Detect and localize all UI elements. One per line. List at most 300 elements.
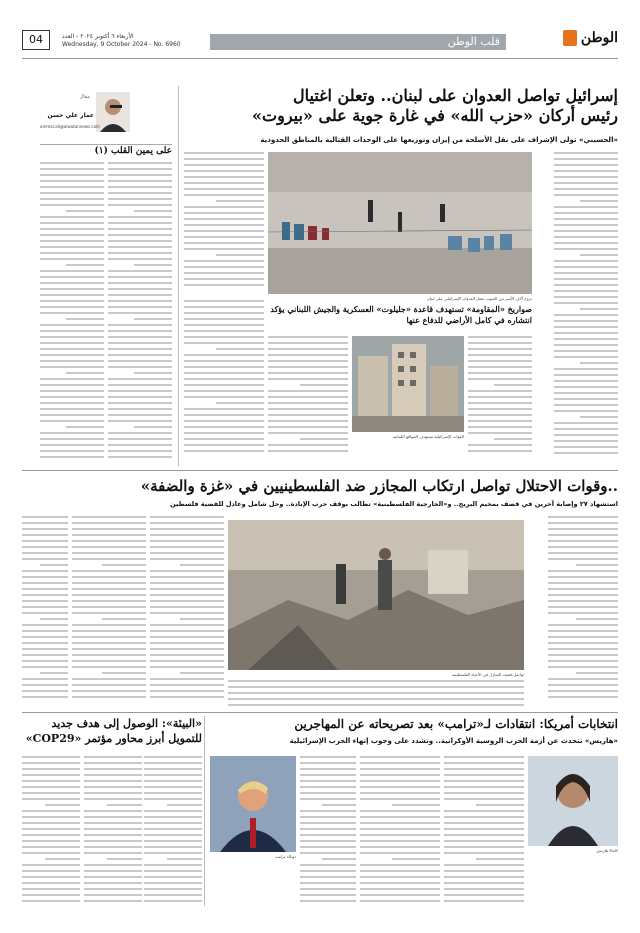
text-line	[84, 894, 142, 896]
text-line	[268, 336, 348, 338]
text-line	[144, 840, 202, 842]
story4-body-col3	[22, 756, 80, 906]
text-line	[22, 606, 68, 608]
text-line	[84, 828, 142, 830]
text-line	[40, 288, 104, 290]
text-line	[108, 234, 172, 236]
text-line	[494, 438, 532, 440]
text-line	[184, 306, 264, 308]
text-line	[134, 318, 172, 320]
text-line	[468, 390, 532, 392]
text-line	[40, 186, 104, 188]
text-line	[392, 804, 440, 806]
text-line	[360, 810, 440, 812]
text-line	[444, 882, 524, 884]
text-line	[150, 534, 224, 536]
text-line	[108, 258, 172, 260]
text-line	[84, 822, 142, 824]
text-line	[40, 366, 104, 368]
text-line	[108, 420, 172, 422]
text-line	[72, 660, 146, 662]
text-line	[184, 212, 264, 214]
text-line	[360, 822, 440, 824]
text-line	[72, 606, 146, 608]
text-line	[108, 300, 172, 302]
text-line	[72, 624, 146, 626]
text-line	[360, 894, 440, 896]
text-line	[468, 432, 532, 434]
text-line	[268, 348, 348, 350]
text-line	[360, 846, 440, 848]
text-line	[444, 816, 524, 818]
text-line	[548, 552, 618, 554]
text-line	[444, 780, 524, 782]
text-line	[108, 414, 172, 416]
dateline	[62, 33, 181, 49]
text-line	[216, 254, 264, 256]
logo-icon	[563, 30, 577, 46]
text-line	[72, 558, 146, 560]
text-line	[144, 798, 202, 800]
text-line	[22, 768, 80, 770]
text-line	[554, 278, 618, 280]
text-line	[40, 420, 104, 422]
text-line	[554, 284, 618, 286]
text-line	[22, 648, 68, 650]
text-line	[72, 576, 146, 578]
text-line	[548, 516, 618, 518]
text-line	[576, 672, 618, 674]
text-line	[548, 690, 618, 692]
text-line	[150, 540, 224, 542]
text-line	[184, 218, 264, 220]
text-line	[22, 882, 80, 884]
text-line	[444, 798, 524, 800]
text-line	[548, 612, 618, 614]
text-line	[228, 686, 524, 688]
text-line	[468, 402, 532, 404]
text-line	[184, 300, 264, 302]
text-line	[184, 312, 264, 314]
page-number: 04	[22, 30, 50, 50]
text-line	[468, 420, 532, 422]
text-line	[300, 864, 356, 866]
text-line	[22, 696, 68, 698]
text-line	[184, 432, 264, 434]
text-line	[468, 378, 532, 380]
text-line	[40, 432, 104, 434]
text-line	[444, 822, 524, 824]
text-line	[40, 222, 104, 224]
text-line	[108, 270, 172, 272]
text-line	[554, 290, 618, 292]
text-line	[108, 402, 172, 404]
text-line	[548, 570, 618, 572]
text-line	[548, 660, 618, 662]
text-line	[150, 624, 224, 626]
text-line	[108, 282, 172, 284]
text-line	[22, 654, 68, 656]
story4-body-col2	[84, 756, 142, 906]
text-line	[360, 870, 440, 872]
text-line	[150, 552, 224, 554]
dateline-english: Wednesday, 9 October 2024 - No. 6960	[62, 41, 181, 48]
text-line	[228, 704, 524, 706]
text-line	[268, 408, 348, 410]
text-line	[66, 372, 104, 374]
text-line	[184, 266, 264, 268]
text-line	[444, 762, 524, 764]
text-line	[108, 306, 172, 308]
text-line	[554, 446, 618, 448]
text-line	[108, 348, 172, 350]
story2-body-col2	[150, 516, 224, 706]
text-line	[580, 362, 618, 364]
text-line	[322, 804, 356, 806]
text-line	[40, 300, 104, 302]
text-line	[40, 294, 104, 296]
text-line	[184, 158, 264, 160]
header-divider	[22, 58, 618, 59]
text-line	[40, 192, 104, 194]
text-line	[554, 224, 618, 226]
text-line	[22, 846, 80, 848]
masthead-logo	[563, 30, 618, 46]
text-line	[22, 528, 68, 530]
text-line	[554, 422, 618, 424]
text-line	[548, 558, 618, 560]
text-line	[300, 900, 356, 902]
story3-body-col2	[360, 756, 440, 906]
text-line	[40, 234, 104, 236]
text-line	[548, 648, 618, 650]
text-line	[444, 894, 524, 896]
text-line	[184, 354, 264, 356]
text-line	[102, 618, 146, 620]
text-line	[40, 270, 104, 272]
text-line	[300, 792, 356, 794]
text-line	[554, 170, 618, 172]
text-line	[228, 680, 524, 682]
text-line	[150, 690, 224, 692]
text-line	[360, 774, 440, 776]
opinion-body-col1	[40, 162, 104, 462]
text-line	[72, 690, 146, 692]
text-line	[108, 330, 172, 332]
text-line	[40, 324, 104, 326]
text-line	[134, 426, 172, 428]
text-line	[22, 876, 80, 878]
text-line	[144, 846, 202, 848]
text-line	[300, 774, 356, 776]
text-line	[554, 260, 618, 262]
text-line	[180, 618, 224, 620]
text-line	[548, 540, 618, 542]
text-line	[548, 678, 618, 680]
text-line	[548, 642, 618, 644]
text-line	[66, 210, 104, 212]
text-line	[144, 900, 202, 902]
text-line	[468, 354, 532, 356]
text-line	[360, 762, 440, 764]
text-line	[184, 236, 264, 238]
author-name: عمار علي حسن	[47, 112, 94, 119]
text-line	[554, 266, 618, 268]
text-line	[40, 252, 104, 254]
story4-headline	[22, 716, 202, 746]
text-line	[444, 756, 524, 758]
story3-subhead: «هاريس» تتحدث عن أزمة الحرب الروسية الأوكرانية.. وتشدد على وجوب إنهاء الحرب الإسرائيلية	[289, 737, 618, 745]
text-line	[554, 392, 618, 394]
text-line	[84, 756, 142, 758]
text-line	[84, 882, 142, 884]
text-line	[108, 288, 172, 290]
text-line	[554, 194, 618, 196]
text-line	[268, 378, 348, 380]
text-line	[108, 390, 172, 392]
text-line	[444, 834, 524, 836]
text-line	[300, 852, 356, 854]
story3-divider	[22, 712, 618, 713]
opinion-title: على يمين القلب (١)	[94, 146, 172, 156]
text-line	[468, 348, 532, 350]
text-line	[268, 450, 348, 452]
text-line	[184, 224, 264, 226]
text-line	[22, 588, 68, 590]
text-line	[108, 168, 172, 170]
text-line	[184, 360, 264, 362]
text-line	[360, 864, 440, 866]
trump-photo	[210, 756, 296, 852]
text-line	[150, 600, 224, 602]
harris-caption: كامالا هاريس	[596, 848, 618, 853]
text-line	[554, 410, 618, 412]
text-line	[268, 420, 348, 422]
text-line	[150, 558, 224, 560]
text-line	[150, 582, 224, 584]
text-line	[72, 648, 146, 650]
text-line	[554, 428, 618, 430]
story1-body-col1	[554, 152, 618, 462]
text-line	[22, 792, 80, 794]
text-line	[392, 858, 440, 860]
text-line	[184, 366, 264, 368]
text-line	[184, 324, 264, 326]
story3-body-col3	[300, 756, 356, 906]
text-line	[40, 216, 104, 218]
text-line	[72, 588, 146, 590]
text-line	[268, 372, 348, 374]
text-line	[108, 342, 172, 344]
text-line	[84, 774, 142, 776]
text-line	[167, 804, 202, 806]
text-line	[40, 162, 104, 164]
text-line	[40, 306, 104, 308]
text-line	[360, 876, 440, 878]
text-line	[22, 600, 68, 602]
text-line	[72, 636, 146, 638]
story3-body-col1	[444, 756, 524, 906]
text-line	[22, 798, 80, 800]
text-line	[108, 192, 172, 194]
text-line	[150, 642, 224, 644]
text-line	[300, 816, 356, 818]
text-line	[108, 294, 172, 296]
story1-photo	[268, 152, 532, 294]
harris-photo	[528, 756, 618, 846]
text-line	[150, 522, 224, 524]
text-line	[40, 408, 104, 410]
opinion-body-col2	[108, 162, 172, 462]
logo-text: الوطن	[580, 30, 618, 46]
story2-body-col4	[22, 516, 68, 706]
text-line	[548, 684, 618, 686]
text-line	[444, 786, 524, 788]
text-line	[554, 326, 618, 328]
text-line	[300, 762, 356, 764]
text-line	[144, 888, 202, 890]
text-line	[144, 864, 202, 866]
text-line	[554, 176, 618, 178]
section-label: قلب الوطن	[210, 34, 506, 50]
text-line	[22, 594, 68, 596]
text-line	[360, 882, 440, 884]
text-line	[72, 630, 146, 632]
text-line	[22, 690, 68, 692]
text-line	[72, 666, 146, 668]
text-line	[150, 588, 224, 590]
text-line	[108, 186, 172, 188]
text-line	[22, 666, 68, 668]
text-line	[144, 792, 202, 794]
text-line	[184, 230, 264, 232]
text-line	[300, 870, 356, 872]
text-line	[150, 696, 224, 698]
text-line	[22, 870, 80, 872]
text-line	[22, 516, 68, 518]
text-line	[108, 384, 172, 386]
text-line	[580, 254, 618, 256]
story2-body-col3	[72, 516, 146, 706]
text-line	[300, 894, 356, 896]
text-line	[84, 852, 142, 854]
story1-headline-line1: إسرائيل تواصل العدوان على لبنان.. وتعلن اغتيال	[293, 86, 618, 105]
opinion-kicker: مقال	[79, 94, 90, 100]
text-line	[444, 840, 524, 842]
text-line	[554, 152, 618, 154]
text-line	[22, 660, 68, 662]
text-line	[184, 152, 264, 154]
trump-caption: دونالد ترامب	[274, 854, 296, 859]
text-line	[180, 672, 224, 674]
text-line	[228, 698, 524, 700]
text-line	[150, 678, 224, 680]
text-line	[40, 444, 104, 446]
text-line	[360, 840, 440, 842]
text-line	[468, 372, 532, 374]
text-line	[554, 236, 618, 238]
text-line	[268, 426, 348, 428]
text-line	[184, 378, 264, 380]
text-line	[22, 570, 68, 572]
text-line	[134, 210, 172, 212]
story4-headline-line2: للتمويل أبرز محاور مؤتمر «COP29»	[25, 732, 202, 745]
text-line	[108, 408, 172, 410]
text-line	[22, 816, 80, 818]
text-line	[360, 768, 440, 770]
text-line	[102, 564, 146, 566]
text-line	[40, 342, 104, 344]
text-line	[150, 570, 224, 572]
text-line	[554, 332, 618, 334]
text-line	[144, 786, 202, 788]
text-line	[84, 792, 142, 794]
text-line	[22, 552, 68, 554]
text-line	[360, 786, 440, 788]
text-line	[22, 888, 80, 890]
text-line	[72, 600, 146, 602]
text-line	[184, 248, 264, 250]
text-line	[66, 264, 104, 266]
text-line	[40, 336, 104, 338]
text-line	[84, 888, 142, 890]
text-line	[548, 600, 618, 602]
text-line	[548, 528, 618, 530]
text-line	[150, 594, 224, 596]
text-line	[22, 582, 68, 584]
text-line	[468, 444, 532, 446]
text-line	[40, 228, 104, 230]
text-line	[184, 390, 264, 392]
text-line	[144, 870, 202, 872]
text-line	[554, 302, 618, 304]
text-line	[300, 888, 356, 890]
text-line	[300, 882, 356, 884]
text-line	[444, 792, 524, 794]
text-line	[444, 876, 524, 878]
text-line	[108, 198, 172, 200]
text-line	[548, 696, 618, 698]
text-line	[300, 438, 348, 440]
text-line	[216, 348, 264, 350]
text-line	[554, 320, 618, 322]
text-line	[184, 176, 264, 178]
text-line	[554, 314, 618, 316]
text-line	[184, 170, 264, 172]
text-line	[554, 452, 618, 454]
text-line	[150, 660, 224, 662]
text-line	[184, 284, 264, 286]
story2-photo-caption: تواصل قصف المنازل في الأحياء الفلسطينية	[451, 672, 524, 677]
text-line	[216, 402, 264, 404]
text-line	[108, 366, 172, 368]
story1-inner-headline: صواريخ «المقاومة» تستهدف قاعدة «جليلوت» العسكرية والجيش اللبناني يؤكد انتشاره في كامل الأراضي للدفاع عنها	[270, 304, 532, 325]
text-line	[40, 348, 104, 350]
text-line	[360, 888, 440, 890]
text-line	[22, 576, 68, 578]
text-line	[108, 174, 172, 176]
text-line	[554, 380, 618, 382]
text-line	[554, 440, 618, 442]
story2-photo	[228, 520, 524, 670]
text-line	[40, 246, 104, 248]
text-line	[84, 810, 142, 812]
author-email: ammar.ali@alwatannews.com	[40, 124, 100, 129]
text-line	[548, 636, 618, 638]
text-line	[72, 534, 146, 536]
text-line	[72, 594, 146, 596]
text-line	[84, 798, 142, 800]
